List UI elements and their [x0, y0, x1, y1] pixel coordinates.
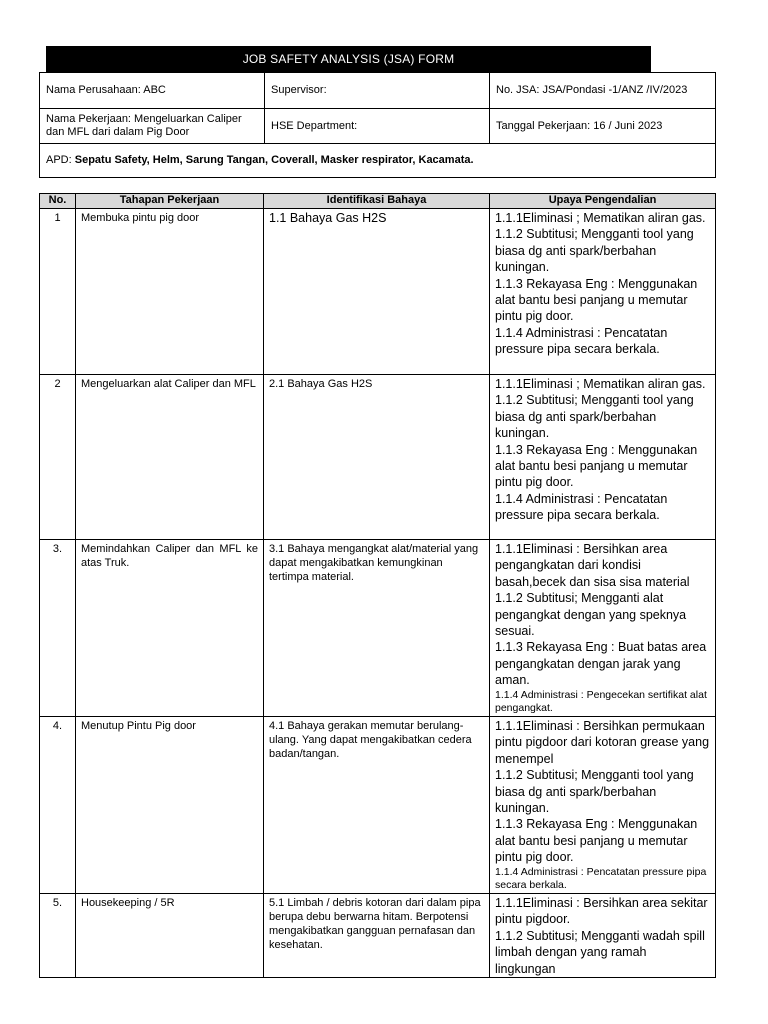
row-number: 2 — [40, 375, 76, 540]
control-item: 1.1.1Eliminasi ; Mematikan aliran gas. — [495, 377, 706, 391]
control-item: 1.1.1Eliminasi : Bersihkan permukaan pintu pigdoor dari kotoran grease yang menempel — [495, 719, 710, 766]
row-number: 4. — [40, 717, 76, 894]
control-item: 1.1.1Eliminasi : Bersihkan area sekitar pintu pigdoor. — [495, 896, 708, 927]
control-item: 1.1.3 Rekayasa Eng : Menggunakan alat bantu besi panjang u memutar pintu pig door. — [495, 817, 698, 865]
row-number: 1 — [40, 209, 76, 375]
form-title: JOB SAFETY ANALYSIS (JSA) FORM — [46, 46, 651, 72]
controls — [490, 540, 716, 717]
info-table — [39, 72, 716, 178]
table-row — [40, 209, 716, 375]
control-item: 1.1.3 Rekayasa Eng : Menggunakan alat bantu besi panjang u memutar pintu pig door. — [495, 276, 698, 324]
control-item: 1.1.1Eliminasi : Bersihkan area pengangkatan dari kondisi basah,becek dan sisa sisa material — [495, 542, 690, 589]
hazard: 3.1 Bahaya mengangkat alat/material yang dapat mengakibatkan kemungkinan tertimpa material. — [264, 540, 490, 717]
hazard: 4.1 Bahaya gerakan memutar berulang-ulang. Yang dapat mengakibatkan cedera badan/tangan. — [264, 717, 490, 894]
control-item: 1.1.2 Subtitusi; Mengganti tool yang biasa dg anti spark/berbahan kuningan. — [495, 227, 694, 275]
jsa-number: No. JSA: JSA/Pondasi -1/ANZ /IV/2023 — [490, 73, 716, 109]
table-row — [40, 375, 716, 540]
control-item: 1.1.2 Subtitusi; Mengganti wadah spill limbah dengan yang ramah lingkungan — [495, 928, 705, 976]
header-control: Upaya Pengendalian — [490, 194, 716, 209]
control-item: 1.1.4 Administrasi : Pengecekan sertifikat alat pengangkat. — [495, 688, 707, 714]
control-item: 1.1.3 Rekayasa Eng : Menggunakan alat bantu besi panjang u memutar pintu pig door. — [495, 442, 698, 490]
job-name: Nama Pekerjaan: Mengeluarkan Caliper dan MFL dari dalam Pig Door — [40, 109, 265, 144]
control-item: 1.1.4 Administrasi : Pencatatan pressure pipa secara berkala. — [495, 865, 707, 891]
header-hazard: Identifikasi Bahaya — [264, 194, 490, 209]
control-item: 1.1.4 Administrasi : Pencatatan pressure pipa secara berkala. — [495, 491, 668, 523]
header-no: No. — [40, 194, 76, 209]
row-number: 3. — [40, 540, 76, 717]
row-number: 5. — [40, 894, 76, 978]
hazard: 2.1 Bahaya Gas H2S — [264, 375, 490, 540]
header-step: Tahapan Pekerjaan — [76, 194, 264, 209]
supervisor-field: Supervisor: — [265, 73, 490, 109]
control-item: 1.1.2 Subtitusi; Mengganti alat pengangkat dengan yang speknya sesuai. — [495, 591, 687, 639]
job-step: Membuka pintu pig door — [76, 209, 264, 375]
controls — [490, 209, 716, 375]
hazard: 5.1 Limbah / debris kotoran dari dalam pipa berupa debu berwarna hitam. Berpotensi mengakibatkan gangguan pernafasan dan kesehatan. — [264, 894, 490, 978]
controls — [490, 375, 716, 540]
job-date: Tanggal Pekerjaan: 16 / Juni 2023 — [490, 109, 716, 144]
control-item: 1.1.4 Administrasi : Pencatatan pressure pipa secara berkala. — [495, 325, 668, 357]
controls — [490, 717, 716, 894]
company-name: Nama Perusahaan: ABC — [40, 73, 265, 109]
jsa-table — [39, 193, 716, 978]
job-step: Mengeluarkan alat Caliper dan MFL — [76, 375, 264, 540]
job-step: Memindahkan Caliper dan MFL ke atas Truk. — [76, 540, 264, 717]
control-item: 1.1.1Eliminasi ; Mematikan aliran gas. — [495, 211, 706, 225]
hazard: 1.1 Bahaya Gas H2S — [264, 209, 490, 375]
table-row — [40, 540, 716, 717]
controls — [490, 894, 716, 978]
control-item: 1.1.2 Subtitusi; Mengganti tool yang biasa dg anti spark/berbahan kuningan. — [495, 768, 694, 816]
apd-label: APD: — [46, 154, 75, 166]
apd-value: Sepatu Safety, Helm, Sarung Tangan, Coverall, Masker respirator, Kacamata. — [74, 154, 474, 166]
table-row — [40, 894, 716, 978]
table-header-row — [40, 194, 716, 209]
control-item: 1.1.3 Rekayasa Eng : Buat batas area pengangkatan dengan jarak yang aman. — [495, 640, 707, 688]
table-row — [40, 717, 716, 894]
hse-department: HSE Department: — [265, 109, 490, 144]
job-step: Menutup Pintu Pig door — [76, 717, 264, 894]
job-step: Housekeeping / 5R — [76, 894, 264, 978]
apd-row — [40, 144, 716, 178]
control-item: 1.1.2 Subtitusi; Mengganti tool yang biasa dg anti spark/berbahan kuningan. — [495, 393, 694, 441]
